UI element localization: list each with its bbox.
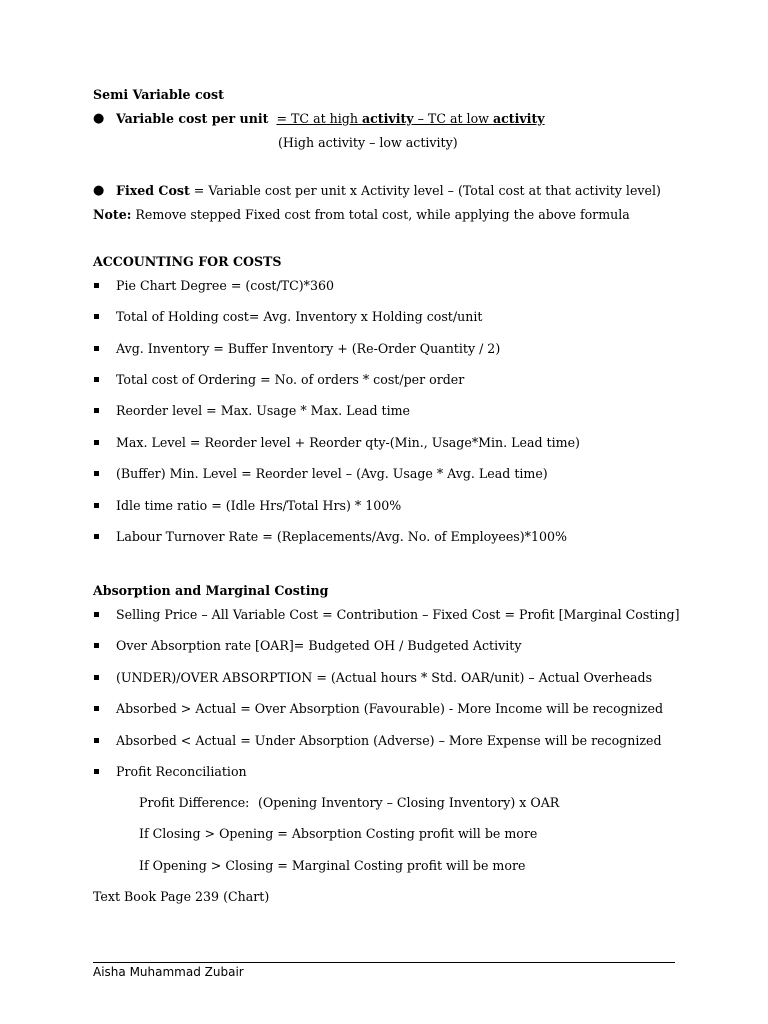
semi-variable-heading: Semi Variable cost xyxy=(93,87,224,102)
bullet-square-icon xyxy=(94,314,99,319)
list-item: Absorbed < Actual = Under Absorption (Adverse) – More Expense will be recognized xyxy=(116,733,662,748)
variable-cost-formula-numerator xyxy=(116,113,545,126)
textbook-reference: Text Book Page 239 (Chart) xyxy=(93,889,270,904)
bullet-square-icon xyxy=(94,706,99,711)
absorption-heading: Absorption and Marginal Costing xyxy=(93,583,329,598)
bullet-square-icon xyxy=(94,769,99,774)
list-item: Reorder level = Max. Usage * Max. Lead time xyxy=(116,403,411,418)
variable-cost-numerator xyxy=(276,111,544,126)
list-item: Absorbed > Actual = Over Absorption (Favourable) - More Income will be recognized xyxy=(116,701,664,716)
profit-difference-line xyxy=(139,797,249,810)
accounting-heading: ACCOUNTING FOR COSTS xyxy=(93,254,282,269)
list-item: Max. Level = Reorder level + Reorder qty-(Min., Usage*Min. Lead time) xyxy=(116,435,580,450)
fixed-cost-formula xyxy=(116,185,661,198)
list-item: Avg. Inventory = Buffer Inventory + (Re-Order Quantity / 2) xyxy=(116,341,501,356)
variable-cost-denominator: (High activity – low activity) xyxy=(278,135,458,150)
list-item: Pie Chart Degree = (cost/TC)*360 xyxy=(116,278,334,293)
list-item: (UNDER)/OVER ABSORPTION = (Actual hours * Std. OAR/unit) – Actual Overheads xyxy=(116,670,653,685)
numerator-part-a: = TC at high xyxy=(276,111,362,126)
profit-difference-label: Profit Difference: xyxy=(139,795,250,810)
opening-closing-line: If Opening > Closing = Marginal Costing profit will be more xyxy=(139,858,526,873)
numerator-part-d: activity xyxy=(492,111,545,126)
list-item: Selling Price – All Variable Cost = Contribution – Fixed Cost = Profit [Marginal Costing] xyxy=(116,607,680,622)
numerator-part-b: activity xyxy=(361,111,414,126)
list-item: Over Absorption rate [OAR]= Budgeted OH / Budgeted Activity xyxy=(116,638,522,653)
bullet-square-icon xyxy=(94,408,99,413)
closing-opening-line: If Closing > Opening = Absorption Costing profit will be more xyxy=(139,826,538,841)
note-line xyxy=(93,209,630,222)
list-item: Total of Holding cost= Avg. Inventory x Holding cost/unit xyxy=(116,309,483,324)
bullet-disc-icon: ● xyxy=(93,183,105,198)
footer-divider xyxy=(93,962,675,963)
bullet-square-icon xyxy=(94,612,99,617)
variable-cost-label: Variable cost per unit xyxy=(116,111,269,126)
numerator-part-c: – TC at low xyxy=(413,111,493,126)
bullet-square-icon xyxy=(94,534,99,539)
footer-author: Aisha Muhammad Zubair xyxy=(93,965,244,979)
bullet-square-icon xyxy=(94,440,99,445)
bullet-square-icon xyxy=(94,738,99,743)
bullet-square-icon xyxy=(94,283,99,288)
bullet-square-icon xyxy=(94,503,99,508)
bullet-square-icon xyxy=(94,643,99,648)
bullet-square-icon xyxy=(94,675,99,680)
bullet-square-icon xyxy=(94,471,99,476)
profit-difference-formula: (Opening Inventory – Closing Inventory) x OAR xyxy=(258,795,560,810)
note-label: Note: xyxy=(93,207,132,222)
list-item: Idle time ratio = (Idle Hrs/Total Hrs) * 100% xyxy=(116,498,402,513)
fixed-cost-text: = Variable cost per unit x Activity level – (Total cost at that activity level) xyxy=(189,183,661,198)
list-item: (Buffer) Min. Level = Reorder level – (Avg. Usage * Avg. Lead time) xyxy=(116,466,548,481)
fixed-cost-label: Fixed Cost xyxy=(116,183,190,198)
list-item: Total cost of Ordering = No. of orders * cost/per order xyxy=(116,372,465,387)
bullet-disc-icon: ● xyxy=(93,111,105,126)
list-item: Labour Turnover Rate = (Replacements/Avg. No. of Employees)*100% xyxy=(116,529,567,544)
bullet-square-icon xyxy=(94,377,99,382)
note-text: Remove stepped Fixed cost from total cost, while applying the above formula xyxy=(131,207,630,222)
bullet-square-icon xyxy=(94,346,99,351)
list-item: Profit Reconciliation xyxy=(116,764,247,779)
